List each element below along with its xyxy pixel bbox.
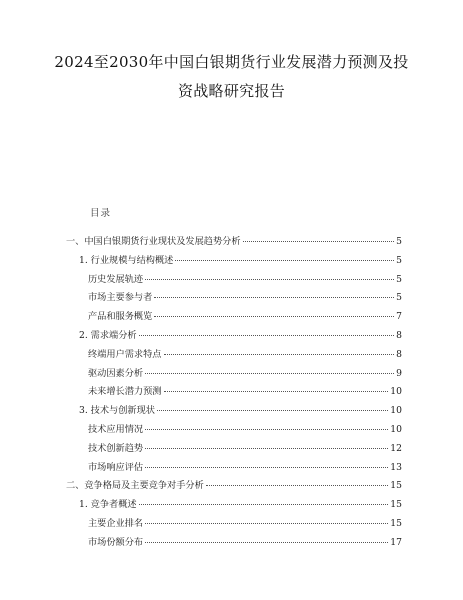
toc-entry-page-number: 15 — [390, 480, 402, 492]
toc-dot-leader — [145, 542, 388, 543]
toc-entry-label: 2. 需求端分析 — [79, 330, 137, 341]
toc-entry[interactable] — [88, 516, 402, 532]
toc-entry-label: 终端用户需求特点 — [88, 348, 162, 360]
toc-entry-label: 历史发展轨迹 — [88, 273, 144, 285]
toc-entry-page-number: 5 — [396, 254, 402, 266]
toc-entry-label: 二、竞争格局及主要竞争对手分析 — [66, 480, 204, 492]
toc-dot-leader — [139, 335, 395, 336]
toc-entry-page-number: 10 — [390, 424, 402, 435]
toc-dot-leader — [154, 316, 394, 317]
toc-entry-page-number: 13 — [390, 461, 402, 473]
document-title-line-1: 2024至2030年中国白银期货行业发展潜力预测及投 — [54, 53, 409, 71]
toc-dot-leader — [145, 523, 388, 524]
toc-entry[interactable] — [79, 328, 402, 344]
toc-entry[interactable] — [88, 347, 402, 363]
toc-entry-page-number: 15 — [390, 518, 402, 529]
toc-entry-label: 3. 技术与创新现状 — [79, 405, 155, 417]
toc-entry[interactable] — [79, 497, 402, 513]
toc-entry-label: 市场响应评估 — [88, 461, 144, 473]
toc-entry-page-number: 15 — [390, 499, 402, 511]
toc-entry-label: 主要企业排名 — [88, 518, 144, 529]
toc-entry-label: 技术应用情况 — [88, 424, 144, 435]
toc-entry-page-number: 10 — [390, 386, 402, 398]
toc-entry-label: 技术创新趋势 — [88, 442, 144, 454]
toc-dot-leader — [164, 354, 395, 355]
toc-entry-page-number: 12 — [390, 442, 402, 454]
toc-entry[interactable] — [66, 234, 402, 250]
toc-dot-leader — [145, 429, 388, 430]
toc-entry[interactable] — [88, 384, 402, 400]
toc-entry[interactable] — [79, 253, 402, 269]
toc-entry-page-number: 17 — [390, 536, 402, 548]
toc-entry[interactable] — [88, 309, 402, 325]
toc-entry[interactable] — [88, 535, 402, 551]
toc-entry-page-number: 9 — [396, 367, 402, 379]
toc-entry[interactable] — [88, 290, 402, 306]
toc-entry-label: 产品和服务概览 — [88, 311, 153, 323]
toc-entry-label: 1. 行业规模与结构概述 — [79, 254, 174, 266]
toc-entry[interactable] — [88, 366, 402, 382]
toc-entry[interactable] — [88, 422, 402, 438]
toc-dot-leader — [243, 241, 395, 242]
toc-entry[interactable] — [88, 272, 402, 288]
toc-entry-label: 1. 竞争者概述 — [79, 499, 137, 511]
toc-dot-leader — [154, 297, 394, 298]
toc-entry-label: 市场份额分布 — [88, 536, 144, 548]
document-title-line-2: 资战略研究报告 — [177, 82, 286, 100]
toc-entry-page-number: 7 — [396, 311, 402, 323]
toc-dot-leader — [206, 485, 388, 486]
toc-entry-page-number: 5 — [396, 292, 402, 304]
toc-entry-label: 未来增长潜力预测 — [88, 386, 162, 398]
toc-dot-leader — [157, 410, 388, 411]
toc-dot-leader — [175, 260, 394, 261]
toc-dot-leader — [145, 448, 388, 449]
toc-entry-page-number: 5 — [396, 273, 402, 285]
toc-heading: 目录 — [90, 208, 112, 219]
toc-dot-leader — [139, 504, 389, 505]
toc-entry-label: 一、中国白银期货行业现状及发展趋势分析 — [66, 236, 241, 247]
toc-dot-leader — [164, 391, 389, 392]
toc-entry-label: 驱动因素分析 — [88, 367, 144, 379]
toc-entry-page-number: 8 — [396, 348, 402, 360]
toc-entry[interactable] — [88, 441, 402, 457]
toc-dot-leader — [145, 373, 394, 374]
toc-entry[interactable] — [88, 460, 402, 476]
toc-entry-page-number: 10 — [390, 405, 402, 417]
toc-dot-leader — [145, 279, 394, 280]
toc-entry-page-number: 8 — [396, 330, 402, 341]
toc-entry[interactable] — [66, 478, 402, 494]
toc-entry-label: 市场主要参与者 — [88, 292, 153, 304]
toc-entry[interactable] — [79, 403, 402, 419]
toc-dot-leader — [145, 467, 388, 468]
toc-entry-page-number: 5 — [396, 236, 402, 247]
